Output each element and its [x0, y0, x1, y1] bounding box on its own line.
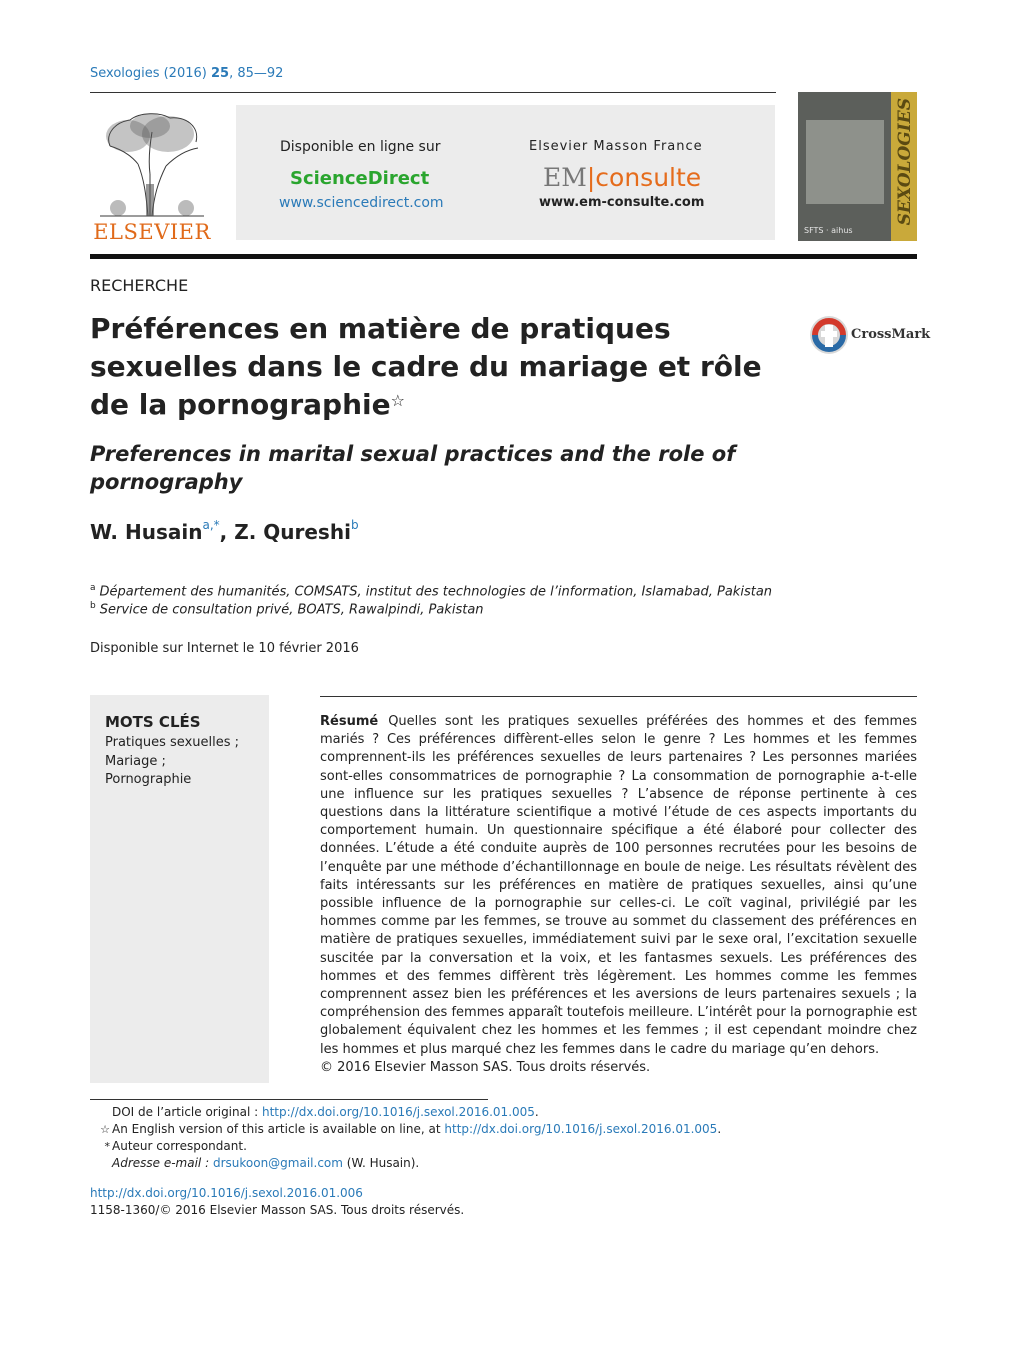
footnote-original-doi: DOI de l’article original : http://dx.doi.org/10.1016/j.sexol.2016.01.005. [112, 1105, 539, 1119]
keywords-title: MOTS CLÉS [105, 713, 201, 731]
availability-date: Disponible sur Internet le 10 février 2016 [90, 641, 359, 656]
cover-photo [806, 120, 884, 204]
abstract-rule [320, 696, 917, 697]
keyword-item: Pornographie [105, 772, 192, 787]
sciencedirect-logo[interactable]: ScienceDirect [290, 168, 430, 189]
title-footnote-star[interactable]: ☆ [390, 391, 405, 410]
journal-volume: 25 [210, 66, 230, 81]
header-divider [90, 254, 917, 259]
author-name: Z. Qureshi [234, 520, 351, 544]
keyword-item: Pratiques sexuelles ; [105, 735, 240, 750]
available-online-label: Disponible en ligne sur [280, 139, 441, 155]
abstract-label: Résumé [320, 714, 379, 729]
email-link[interactable]: drsukoon@gmail.com [212, 1156, 343, 1170]
journal-pages: , 85—92 [229, 66, 284, 81]
abstract-copyright: © 2016 Elsevier Masson SAS. Tous droits réservés. [320, 1059, 651, 1075]
section-label: RECHERCHE [90, 276, 189, 295]
journal-reference[interactable] [90, 66, 283, 81]
issn-copyright: 1158-1360/© 2016 Elsevier Masson SAS. Tous droits réservés. [90, 1203, 465, 1217]
english-version-link[interactable]: http://dx.doi.org/10.1016/j.sexol.2016.01.005 [444, 1122, 718, 1136]
crossmark-label[interactable]: CrossMark [851, 327, 931, 342]
journal-cover-image [798, 92, 917, 241]
elsevier-wordmark: ELSEVIER [93, 220, 211, 244]
cover-logos: SFTS · aihus [804, 226, 853, 235]
em-consulte-link[interactable]: www.em-consulte.com [539, 195, 705, 210]
article-title-en: Preferences in marital sexual practices and the role of pornography [90, 442, 736, 494]
article-title-fr: Préférences en matière de pratiques sexuelles dans le cadre du mariage et rôle de la pornographie☆ [90, 312, 762, 421]
affiliation-b: $^b$ Service de consultation privé, BOATS, Rawalpindi, Pakistan [90, 601, 484, 618]
affiliation-a: $^a$ Département des humanités, COMSATS, institut des technologies de l’information, Islamabad, Pakistan [90, 583, 773, 600]
original-doi-link[interactable]: http://dx.doi.org/10.1016/j.sexol.2016.01.005 [261, 1105, 535, 1119]
keyword-item: Mariage ; [105, 754, 166, 769]
journal-name: Sexologies (2016) [90, 66, 211, 81]
author-affiliation-mark[interactable]: a,* [202, 518, 220, 532]
footnote-english-version: ☆ An English version of this article is available on line, at http://dx.doi.org/10.1016/j.sexol.2016.01.005. [100, 1122, 722, 1136]
sciencedirect-link[interactable]: www.sciencedirect.com [279, 195, 444, 211]
author-affiliation-mark[interactable]: b [350, 518, 359, 532]
footnote-corresponding-author: * Auteur correspondant. [104, 1139, 247, 1153]
footnote-rule [90, 1099, 488, 1100]
article-doi-link[interactable]: http://dx.doi.org/10.1016/j.sexol.2016.01.006 [90, 1186, 363, 1200]
footnote-email: Adresse e-mail : drsukoon@gmail.com (W. Husain). [112, 1156, 420, 1170]
top-rule [90, 92, 776, 93]
em-consulte-logo[interactable]: EM|consulte [543, 163, 702, 192]
abstract [320, 713, 917, 1077]
author-name: W. Husain [90, 520, 203, 544]
author-list: W. Husain$^{a,*}$, Z. Qureshi$^b$ [90, 518, 359, 544]
elsevier-masson-label: Elsevier Masson France [529, 139, 703, 154]
abstract-text: Quelles sont les pratiques sexuelles préférées des hommes et des femmes mariés ? Ces préférences diffèrent-elles selon le genre ? Les hommes et les femmes comprennent-ils les préférences sexuelles de leurs partenaires ? Les personnes mariées sont-elles consommatrices de pornographie ? La consommation de pornographie a-t-elle une influence sur les pratiques sexuelles ? L’absence de réponse pertinente à ces questions dans la littérature scientifique a motivé l’étude de ces aspects importants du comportement humain. Un questionnaire spécifique a été élaboré pour collecter des données. L’étude a été conduite auprès de 100 personnes recrutées pour les besoins de l’enquête par une méthode d’échantillonnage en boule de neige. Les résultats révèlent des faits intéressants sur les préférences en matière de pratiques sexuelles, ainsi qu’une possible influence de la pornographie sur celles-ci. Le coït vaginal, privilégié par les hommes comme par les femmes, se trouve au sommet du classement des préférences en matière de pratiques sexuelles, immédiatement suivi par le sexe oral, l’excitation sexuelle suscitée par la conversation et la voix, et les fantasmes sexuels. Les préférences des hommes et des femmes diffèrent très légèrement. Les hommes comme les femmes comprennent assez bien les préférences et les aversions de leurs partenaires sexuels ; la compréhension des femmes apparaît toutefois meilleure. L’intérêt pour la pornographie est globalement équivalent chez les hommes et les femmes ; il est cependant moindre chez les hommes et plus marqué chez les femmes dans le cadre du mariage qu’en dehors. [320, 714, 917, 1057]
cover-title: SEXOLOGIES [895, 98, 915, 226]
